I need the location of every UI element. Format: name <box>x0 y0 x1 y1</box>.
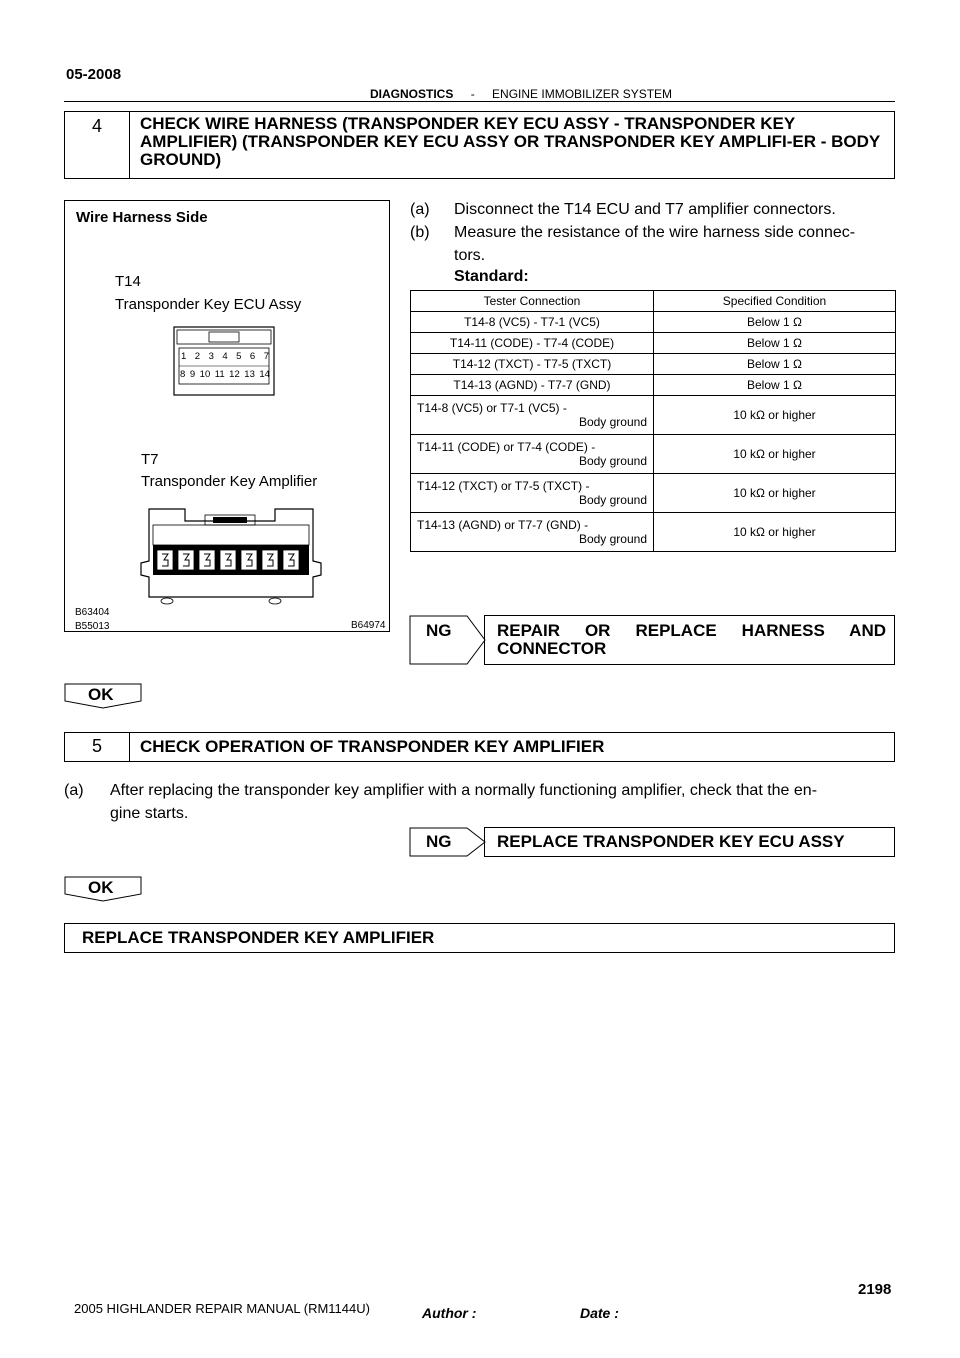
step-5-box <box>64 732 895 762</box>
table-row <box>411 333 896 354</box>
table-row <box>411 375 896 396</box>
table-row <box>411 513 896 552</box>
figure-heading: Wire Harness Side <box>76 209 208 226</box>
instruction-b-cont: tors. <box>454 247 486 264</box>
ok-label: OK <box>88 878 114 897</box>
result-line: REPLACE TRANSPONDER KEY AMPLIFIER <box>82 928 435 947</box>
t14-pin: 7 <box>263 351 269 362</box>
ng-label: NG <box>426 621 452 640</box>
spec-table <box>410 290 896 552</box>
t14-pin: 6 <box>249 351 256 362</box>
table-cell <box>411 513 654 552</box>
table-header: Specified Condition <box>654 291 896 312</box>
table-row <box>411 396 896 435</box>
table-cell: T14-12 (TXCT) - T7-5 (TXCT) <box>411 354 654 375</box>
t14-pin: 11 <box>214 369 225 380</box>
table-cell: Below 1 Ω <box>654 375 896 396</box>
ng-label: NG <box>426 832 452 851</box>
figure-code: B64974 <box>351 620 386 631</box>
cell-line: T14-13 (AGND) or T7-7 (GND) - <box>417 518 589 532</box>
step-number: 4 <box>65 112 130 178</box>
page-number: 2198 <box>858 1281 892 1298</box>
item-label: (b) <box>410 224 430 241</box>
table-row <box>411 354 896 375</box>
table-cell: Below 1 Ω <box>654 333 896 354</box>
t7-name: Transponder Key Amplifier <box>141 473 318 490</box>
instruction-a <box>410 198 896 221</box>
step-4-box <box>64 111 895 179</box>
table-cell: Below 1 Ω <box>654 312 896 333</box>
table-cell: T14-8 (VC5) - T7-1 (VC5) <box>411 312 654 333</box>
t7-code: T7 <box>141 451 159 468</box>
table-cell: 10 kΩ or higher <box>654 513 896 552</box>
t14-pin: 14 <box>259 369 270 380</box>
ng-result-box <box>484 827 895 857</box>
table-cell <box>411 474 654 513</box>
cell-line: T14-8 (VC5) or T7-1 (VC5) - <box>417 401 567 415</box>
t14-pin: 1 <box>181 351 187 362</box>
t14-pin: 13 <box>244 369 255 380</box>
t14-name: Transponder Key ECU Assy <box>115 296 302 313</box>
result-line: CONNECTOR <box>497 639 607 658</box>
cell-line: Body ground <box>578 415 647 429</box>
table-cell: T14-13 (AGND) - T7-7 (GND) <box>411 375 654 396</box>
cell-line: T14-12 (TXCT) or T7-5 (TXCT) - <box>417 479 590 493</box>
step-title: CHECK OPERATION OF TRANSPONDER KEY AMPLIFIER <box>140 737 605 756</box>
table-row <box>411 474 896 513</box>
table-header: Tester Connection <box>411 291 654 312</box>
page-code: 05-2008 <box>66 66 122 83</box>
step5-instruction <box>64 779 895 802</box>
ng-result-box <box>484 615 895 665</box>
step5-instruction-cont: gine starts. <box>110 805 189 822</box>
t7-connector-diagram <box>135 501 325 606</box>
t14-code: T14 <box>115 273 141 290</box>
author-label: Author : <box>422 1305 477 1321</box>
cell-line: Body ground <box>578 532 647 546</box>
t14-pin: 2 <box>194 351 201 362</box>
t14-pin: 5 <box>236 351 242 362</box>
step-title: CHECK WIRE HARNESS (TRANSPONDER KEY ECU ASSY - TRANSPONDER KEY AMPLIFIER) (TRANSPONDER KEY ECU ASSY OR TRANSPONDER KEY AMPLIFI-ER - BODY GROUND) <box>140 114 880 169</box>
table-cell: 10 kΩ or higher <box>654 474 896 513</box>
instruction-b <box>410 221 896 244</box>
item-text: Measure the resistance of the wire harness side connec- <box>454 224 856 241</box>
table-cell: Below 1 Ω <box>654 354 896 375</box>
connector-figure <box>64 200 390 632</box>
figure-code: B63404 <box>75 607 110 618</box>
table-cell: 10 kΩ or higher <box>654 435 896 474</box>
table-row <box>411 435 896 474</box>
result-line: REPLACE TRANSPONDER KEY ECU ASSY <box>497 832 845 851</box>
table-header-row <box>411 291 896 312</box>
figure-code: B55013 <box>75 621 110 632</box>
standard-label: Standard: <box>454 268 529 285</box>
item-label: (a) <box>410 201 430 218</box>
t14-pin: 3 <box>208 351 214 362</box>
step-number: 5 <box>65 733 130 761</box>
t14-pin: 4 <box>222 351 228 362</box>
result-line: REPAIR OR REPLACE HARNESS AND <box>497 621 886 640</box>
table-cell <box>411 396 654 435</box>
item-text: After replacing the transponder key amplifier with a normally functioning amplifier, check that the en- <box>110 782 818 799</box>
section-name: DIAGNOSTICS <box>370 87 454 101</box>
header-rule <box>64 101 895 102</box>
manual-footer: 2005 HIGHLANDER REPAIR MANUAL (RM1144U) <box>74 1301 370 1316</box>
t14-pin: 10 <box>199 369 211 380</box>
cell-line: T14-11 (CODE) or T7-4 (CODE) - <box>417 440 596 454</box>
final-result-box <box>64 923 895 953</box>
item-text: Disconnect the T14 ECU and T7 amplifier connectors. <box>454 201 836 218</box>
cell-line: Body ground <box>578 493 647 507</box>
item-label: (a) <box>64 782 84 799</box>
table-cell <box>411 435 654 474</box>
cell-line: Body ground <box>578 454 647 468</box>
t14-pin: 9 <box>189 369 196 380</box>
table-row <box>411 312 896 333</box>
t14-pin-row-bottom <box>180 369 270 380</box>
table-cell: 10 kΩ or higher <box>654 396 896 435</box>
header-dash: - <box>470 87 475 101</box>
date-label: Date : <box>580 1305 619 1321</box>
t14-pin: 12 <box>229 369 240 380</box>
running-header <box>370 87 672 101</box>
ok-label: OK <box>88 685 114 704</box>
subsection-name: ENGINE IMMOBILIZER SYSTEM <box>492 87 673 101</box>
table-cell: T14-11 (CODE) - T7-4 (CODE) <box>411 333 654 354</box>
t14-pin: 8 <box>180 369 186 380</box>
t14-pin-row-top <box>181 351 269 362</box>
